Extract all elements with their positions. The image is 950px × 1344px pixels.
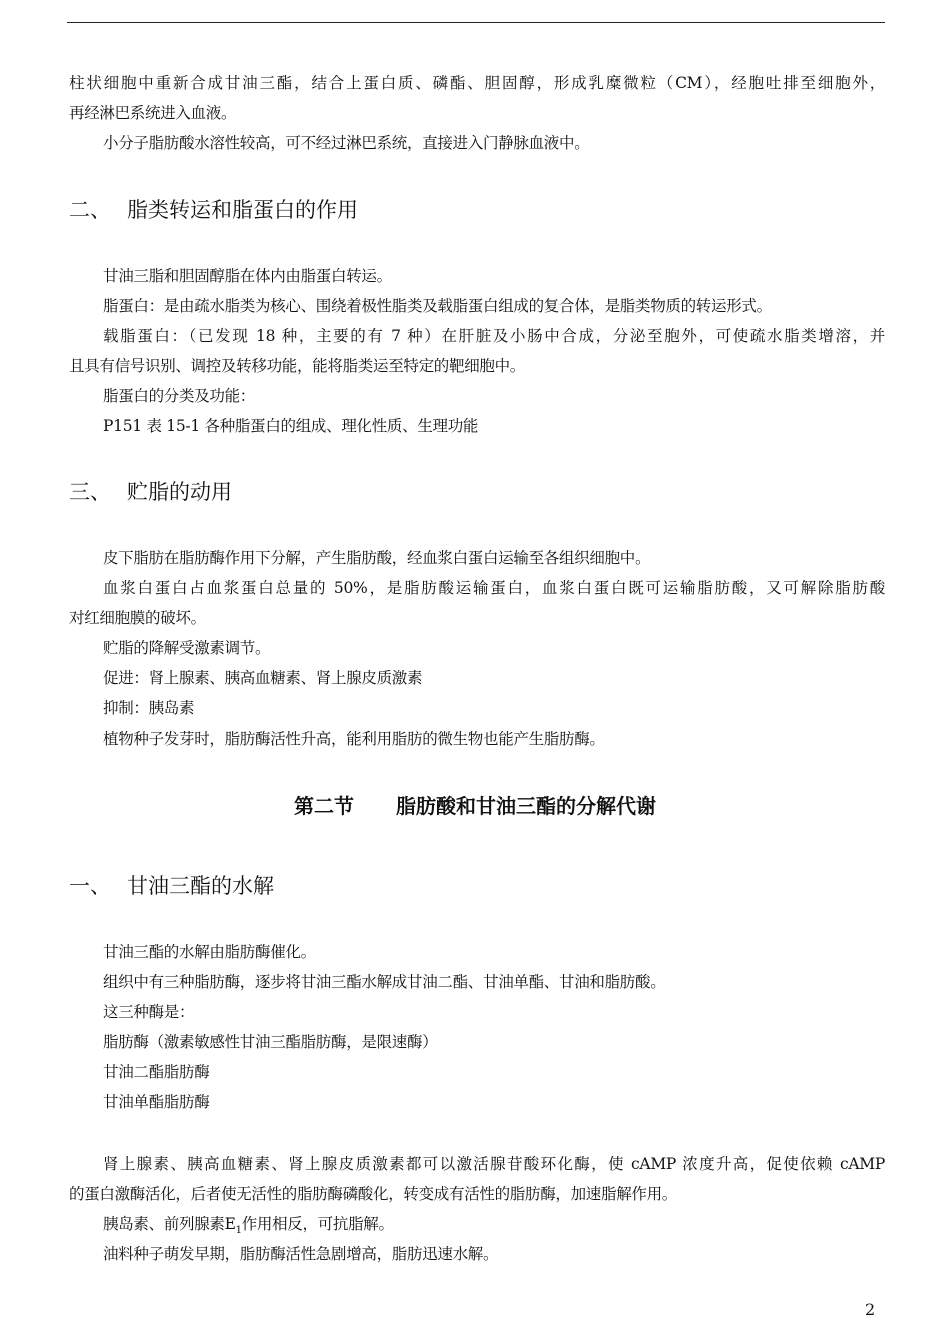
chapter-title: 脂肪酸和甘油三酯的分解代谢: [396, 794, 656, 818]
header-rule: [67, 22, 885, 23]
sec1-line-4: 脂肪酶（激素敏感性甘油三酯脂肪酶，是限速酶）: [103, 1033, 438, 1051]
sec2-line-5: 脂蛋白的分类及功能：: [103, 387, 256, 405]
chapter-heading: [0, 792, 950, 820]
section-title: 脂类转运和脂蛋白的作用: [127, 198, 358, 222]
sec1-seed-line: 油料种子萌发早期，脂肪酶活性急剧增高，脂肪迅速水解。: [103, 1245, 499, 1263]
sec2-line-2: 脂蛋白：是由疏水脂类为核心、围绕着极性脂类及载脂蛋白组成的复合体，是脂类物质的转运形式。: [103, 297, 772, 315]
section-heading-3: [69, 478, 232, 506]
section-number: 二、: [69, 198, 111, 222]
sec3-line-1: 皮下脂肪在脂肪酶作用下分解，产生脂肪酸，经血浆白蛋白运输至各组织细胞中。: [103, 549, 651, 567]
section-title: 甘油三酯的水解: [127, 874, 274, 898]
section-number: 三、: [69, 480, 111, 504]
para-cm-line2: 再经淋巴系统进入血液。: [69, 104, 237, 122]
para-short-fatty-acid: 小分子脂肪酸水溶性较高，可不经过淋巴系统，直接进入门静脉血液中。: [103, 134, 590, 152]
para-cm-line1: 柱状细胞中重新合成甘油三酯，结合上蛋白质、磷酯、胆固醇，形成乳糜微粒（CM），经胞吐排至细胞外，: [69, 74, 885, 92]
section-heading-2: [69, 196, 358, 224]
sec1-insulin-line: [103, 1214, 885, 1241]
sec3-line-5: 促进：肾上腺素、胰高血糖素、肾上腺皮质激素: [103, 669, 423, 687]
insulin-text: 胰岛素、前列腺素E: [103, 1215, 236, 1233]
page-number: 2: [865, 1300, 876, 1319]
sec1-camp-line1: 肾上腺素、胰高血糖素、肾上腺皮质激素都可以激活腺苷酸环化酶，使 cAMP 浓度升高，促使依赖 cAMP: [103, 1155, 885, 1173]
sec2-line-3: 载脂蛋白：（已发现 18 种，主要的有 7 种）在肝脏及小肠中合成，分泌至胞外，可使疏水脂类增溶，并: [103, 327, 885, 345]
sec2-line-1: 甘油三脂和胆固醇脂在体内由脂蛋白转运。: [103, 267, 392, 285]
sec2-line-6: P151 表 15-1 各种脂蛋白的组成、理化性质、生理功能: [103, 417, 479, 435]
sec3-line-3: 对红细胞膜的破坏。: [69, 609, 206, 627]
sec3-line-2: 血浆白蛋白占血浆蛋白总量的 50%，是脂肪酸运输蛋白，血浆白蛋白既可运输脂肪酸，又可解除脂肪酸: [103, 579, 885, 597]
subscript: 1: [235, 1225, 242, 1237]
sec2-line-4: 且具有信号识别、调控及转移功能，能将脂类运至特定的靶细胞中。: [69, 357, 526, 375]
sec3-line-6: 抑制：胰岛素: [103, 699, 195, 717]
sec1-line-5: 甘油二酯脂肪酶: [103, 1063, 210, 1081]
sec1-line-6: 甘油单酯脂肪酶: [103, 1093, 210, 1111]
section-heading-1: [69, 872, 274, 900]
section-title: 贮脂的动用: [127, 480, 232, 504]
section-number: 一、: [69, 874, 111, 898]
sec1-line-3: 这三种酶是：: [103, 1003, 195, 1021]
sec1-line-1: 甘油三酯的水解由脂肪酶催化。: [103, 943, 316, 961]
sec1-line-2: 组织中有三种脂肪酶，逐步将甘油三酯水解成甘油二酯、甘油单酯、甘油和脂肪酸。: [103, 973, 666, 991]
sec3-line-7: 植物种子发芽时，脂肪酶活性升高，能利用脂肪的微生物也能产生脂肪酶。: [103, 730, 605, 748]
chapter-label: 第二节: [294, 794, 354, 818]
sec1-camp-line2: 的蛋白激酶活化，后者使无活性的脂肪酶磷酸化，转变成有活性的脂肪酶，加速脂解作用。: [69, 1185, 678, 1203]
sec3-line-4: 贮脂的降解受激素调节。: [103, 639, 271, 657]
insulin-text-tail: 作用相反，可抗脂解。: [241, 1215, 394, 1233]
